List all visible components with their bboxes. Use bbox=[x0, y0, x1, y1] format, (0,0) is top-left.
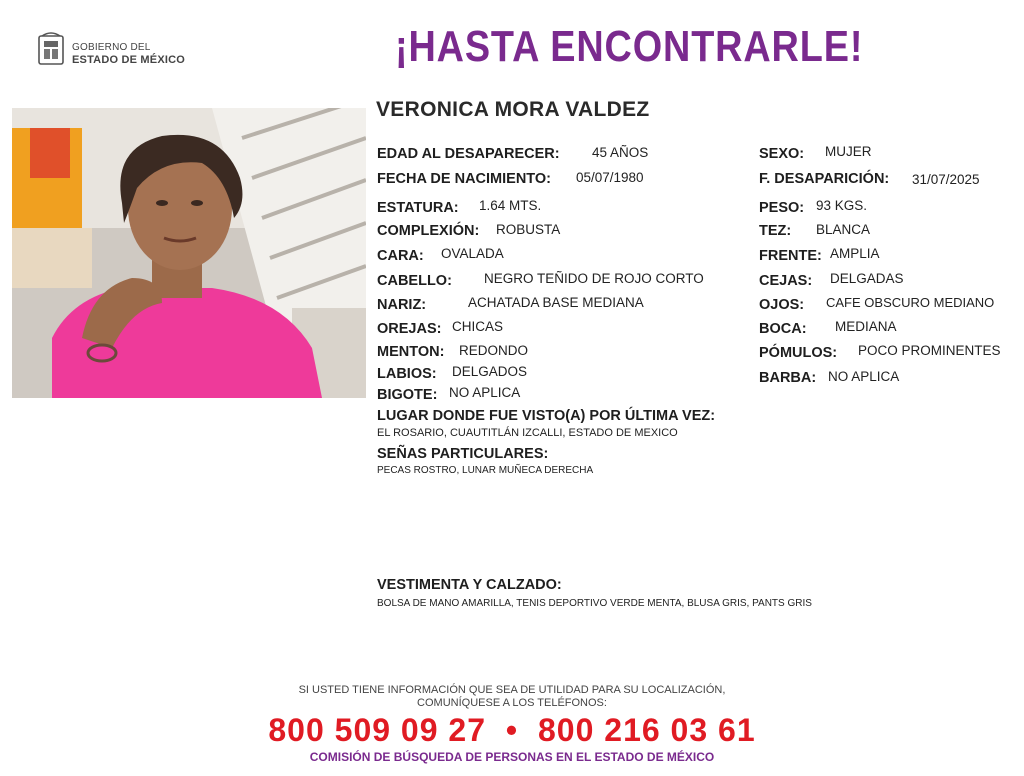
mouth-label: BOCA: bbox=[759, 321, 807, 337]
marks-label: SEÑAS PARTICULARES: bbox=[377, 446, 549, 462]
missing-person-photo bbox=[12, 108, 366, 398]
phone-number-2[interactable]: 800 216 03 61 bbox=[537, 712, 756, 748]
portrait-image bbox=[12, 108, 366, 398]
hair-value: NEGRO TEÑIDO DE ROJO CORTO bbox=[484, 271, 704, 286]
nose-value: ACHATADA BASE MEDIANA bbox=[468, 295, 644, 310]
height-label: ESTATURA: bbox=[377, 200, 459, 216]
headline: ¡HASTA ENCONTRARLE! bbox=[395, 22, 864, 71]
beard-label: BARBA: bbox=[759, 370, 817, 386]
marks-value: PECAS ROSTRO, LUNAR MUÑECA DERECHA bbox=[377, 465, 594, 476]
lips-value: DELGADOS bbox=[452, 364, 528, 379]
lips-label: LABIOS: bbox=[377, 366, 437, 382]
skin-value: BLANCA bbox=[816, 222, 871, 237]
contact-message bbox=[0, 684, 1024, 710]
cheekbones-value: POCO PROMINENTES bbox=[858, 343, 1001, 358]
height-value: 1.64 MTS. bbox=[479, 198, 542, 213]
government-logo bbox=[36, 30, 196, 70]
face-value: OVALADA bbox=[441, 246, 504, 261]
forehead-value: AMPLIA bbox=[830, 246, 880, 261]
phone-numbers bbox=[0, 712, 1024, 749]
beard-value: NO APLICA bbox=[828, 369, 900, 384]
phone-separator: • bbox=[505, 712, 519, 748]
logo-line1: GOBIERNO DEL bbox=[72, 42, 151, 53]
person-name: VERONICA MORA VALDEZ bbox=[376, 98, 650, 121]
eyebrows-label: CEJAS: bbox=[759, 273, 813, 289]
chin-value: REDONDO bbox=[459, 343, 529, 358]
mustache-value: NO APLICA bbox=[449, 385, 521, 400]
forehead-label: FRENTE: bbox=[759, 248, 822, 264]
clothing-value: BOLSA DE MANO AMARILLA, TENIS DEPORTIVO VERDE MENTA, BLUSA GRIS, PANTS GRIS bbox=[377, 598, 812, 609]
birthdate-label: FECHA DE NACIMIENTO: bbox=[377, 171, 551, 187]
weight-label: PESO: bbox=[759, 200, 805, 216]
ears-label: OREJAS: bbox=[377, 321, 442, 337]
last-seen-value: EL ROSARIO, CUAUTITLÁN IZCALLI, ESTADO DE MEXICO bbox=[377, 427, 678, 439]
hair-label: CABELLO: bbox=[377, 273, 452, 289]
age-value: 45 AÑOS bbox=[592, 145, 649, 160]
phone-number-1[interactable]: 800 509 09 27 bbox=[268, 712, 486, 748]
ears-value: CHICAS bbox=[452, 319, 504, 334]
age-label: EDAD AL DESAPARECER: bbox=[377, 146, 560, 162]
state-seal-icon bbox=[36, 30, 66, 66]
contact-message-line1: SI USTED TIENE INFORMACIÓN QUE SEA DE UTILIDAD PARA SU LOCALIZACIÓN, bbox=[298, 684, 726, 696]
disappearance-date-label: F. DESAPARICIÓN: bbox=[759, 171, 890, 187]
contact-message-line2: COMUNÍQUESE A LOS TELÉFONOS: bbox=[417, 697, 607, 709]
mustache-label: BIGOTE: bbox=[377, 387, 438, 403]
last-seen-label: LUGAR DONDE FUE VISTO(A) POR ÚLTIMA VEZ: bbox=[377, 408, 716, 424]
sex-value: MUJER bbox=[825, 144, 872, 159]
logo-line2: ESTADO DE MÉXICO bbox=[72, 54, 186, 66]
eyes-label: OJOS: bbox=[759, 297, 805, 313]
sex-label: SEXO: bbox=[759, 146, 805, 162]
skin-label: TEZ: bbox=[759, 223, 792, 239]
disappearance-date-value: 31/07/2025 bbox=[912, 172, 980, 187]
cheekbones-label: PÓMULOS: bbox=[759, 345, 838, 361]
nose-label: NARIZ: bbox=[377, 297, 427, 313]
mouth-value: MEDIANA bbox=[835, 319, 897, 334]
build-label: COMPLEXIÓN: bbox=[377, 223, 480, 239]
chin-label: MENTON: bbox=[377, 344, 445, 360]
face-label: CARA: bbox=[377, 248, 424, 264]
weight-value: 93 KGS. bbox=[816, 198, 868, 213]
commission-name: COMISIÓN DE BÚSQUEDA DE PERSONAS EN EL ESTADO DE MÉXICO bbox=[309, 750, 715, 764]
clothing-label: VESTIMENTA Y CALZADO: bbox=[377, 577, 562, 593]
eyes-value: CAFE OBSCURO MEDIANO bbox=[826, 295, 995, 310]
build-value: ROBUSTA bbox=[496, 222, 561, 237]
birthdate-value: 05/07/1980 bbox=[576, 170, 644, 185]
eyebrows-value: DELGADAS bbox=[830, 271, 904, 286]
